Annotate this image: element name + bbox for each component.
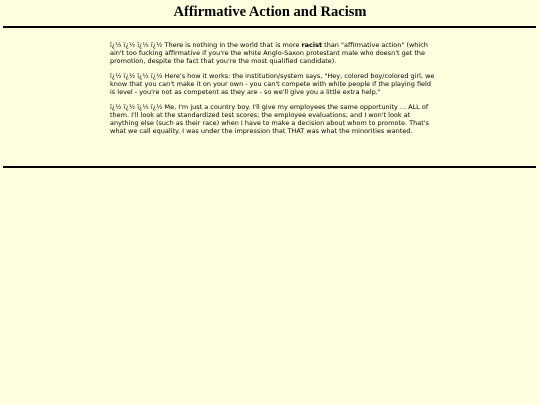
paragraph-3: ï¿½ ï¿½ ï¿½ ï¿½ Me, I'm just a country boy. I'll give my employees the same opportunity ... ALL of them. I'll look at the standardized test scores; the employee evaluations; and I won't look at anything else (such as their race) when I have to make a decision about whom to promote. That's what we call equality. I was under the impression that THAT was what the minorities wanted. xyxy=(110,103,429,135)
paragraph-1-lead: ï¿½ ï¿½ ï¿½ ï¿½ There is nothing in the world that is more xyxy=(110,41,302,49)
page-title: Affirmative Action and Racism xyxy=(173,4,367,20)
paragraph-1 xyxy=(110,41,436,65)
article-body xyxy=(110,41,436,142)
paragraph-2: ï¿½ ï¿½ ï¿½ ï¿½ Here's how it works: the institution/system says, "Hey, colored boy/colored girl, we know that you can't make it on your own - you can't compete with white people if the playing field is level - you're not as competent as they are - so we'll give you a little extra help." xyxy=(110,72,435,96)
paragraph-1-rest: than "affirmative action" (which ain't too fucking affirmative if you're the white Anglo-Saxon protestant male who doesn't get the promotion, despite the fact that you're the most qualified candidate). xyxy=(110,41,428,65)
paragraph-1-emphasis: racist xyxy=(301,41,323,49)
top-divider xyxy=(3,26,536,28)
bottom-divider xyxy=(3,166,536,168)
